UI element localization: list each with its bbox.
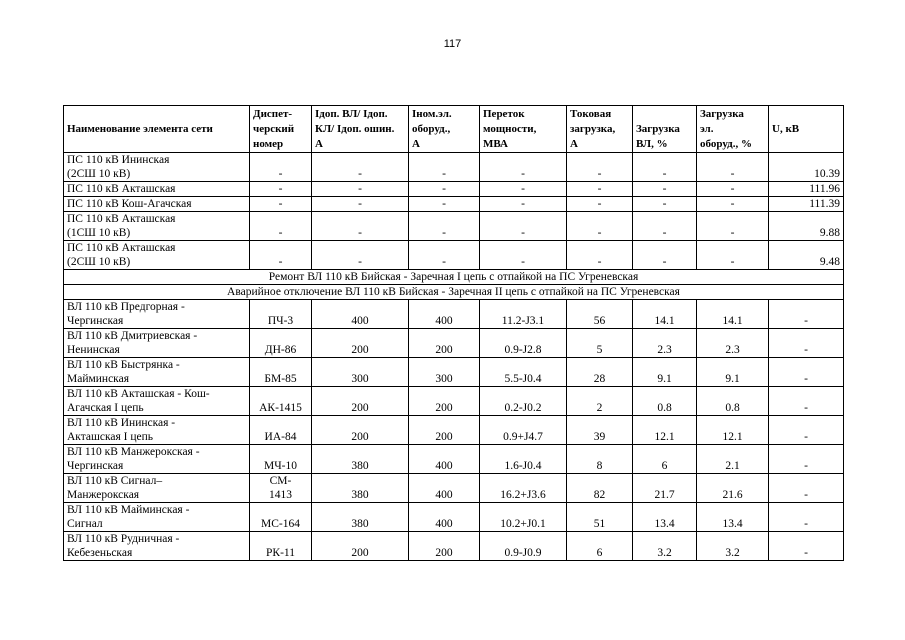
table-row	[64, 532, 844, 561]
section-title-row	[64, 270, 844, 285]
value-cell: 56	[567, 300, 633, 329]
value-cell: 0.8	[633, 387, 697, 416]
element-name-cell: ВЛ 110 кВ Быстрянка - Майминская	[64, 358, 250, 387]
value-cell: 0.9-J2.8	[480, 329, 567, 358]
section-title: Аварийное отключение ВЛ 110 кВ Бийская - Заречная II цепь с отпайкой на ПС Угреневская	[64, 285, 844, 300]
table-row	[64, 503, 844, 532]
value-cell: МС-164	[250, 503, 312, 532]
value-cell: -	[480, 153, 567, 182]
value-cell: 5	[567, 329, 633, 358]
table-row	[64, 153, 844, 182]
element-name-cell: ВЛ 110 кВ Майминская - Сигнал	[64, 503, 250, 532]
value-cell: 400	[409, 445, 480, 474]
value-cell: 5.5-J0.4	[480, 358, 567, 387]
value-cell: -	[769, 532, 844, 561]
value-cell: -	[769, 445, 844, 474]
value-cell: -	[633, 153, 697, 182]
value-cell: 0.8	[697, 387, 769, 416]
table-row	[64, 387, 844, 416]
value-cell: 2.3	[697, 329, 769, 358]
value-cell: АК-1415	[250, 387, 312, 416]
value-cell: 13.4	[697, 503, 769, 532]
value-cell: ДН-86	[250, 329, 312, 358]
value-cell: 10.39	[769, 153, 844, 182]
value-cell: 6	[633, 445, 697, 474]
value-cell: 9.48	[769, 241, 844, 270]
element-name-cell: ВЛ 110 кВ Ининская - Акташская I цепь	[64, 416, 250, 445]
value-cell: -	[567, 182, 633, 197]
value-cell: -	[409, 197, 480, 212]
value-cell: 200	[312, 416, 409, 445]
value-cell: 400	[409, 503, 480, 532]
value-cell: 9.1	[697, 358, 769, 387]
header-voltage: U, кВ	[769, 106, 844, 153]
table-row	[64, 212, 844, 241]
element-name-cell: ПС 110 кВ Акташская (1СШ 10 кВ)	[64, 212, 250, 241]
value-cell: 200	[409, 532, 480, 561]
value-cell: -	[769, 503, 844, 532]
value-cell: 2.3	[633, 329, 697, 358]
header-equipment-load: Загрузка эл. оборуд., %	[697, 106, 769, 153]
value-cell: -	[250, 182, 312, 197]
value-cell: 11.2-J3.1	[480, 300, 567, 329]
value-cell: -	[312, 212, 409, 241]
value-cell: -	[769, 329, 844, 358]
table-row	[64, 416, 844, 445]
value-cell: БМ-85	[250, 358, 312, 387]
value-cell: МЧ-10	[250, 445, 312, 474]
value-cell: -	[769, 474, 844, 503]
value-cell: 200	[409, 329, 480, 358]
table-row	[64, 445, 844, 474]
value-cell: 380	[312, 503, 409, 532]
value-cell: 0.9-J0.9	[480, 532, 567, 561]
value-cell: 12.1	[697, 416, 769, 445]
table-row	[64, 358, 844, 387]
value-cell: -	[250, 241, 312, 270]
header-power-flow: Переток мощности, МВА	[480, 106, 567, 153]
value-cell: -	[312, 153, 409, 182]
header-allowed-current: Iдоп. ВЛ/ Iдоп. КЛ/ Iдоп. ошин. А	[312, 106, 409, 153]
value-cell: 3.2	[697, 532, 769, 561]
value-cell: 2.1	[697, 445, 769, 474]
header-line-load: Загрузка ВЛ, %	[633, 106, 697, 153]
value-cell: 200	[312, 532, 409, 561]
element-name-cell: ПС 110 кВ Кош-Агачская	[64, 197, 250, 212]
value-cell: -	[409, 182, 480, 197]
value-cell: 8	[567, 445, 633, 474]
value-cell: -	[697, 197, 769, 212]
load-flow-table	[63, 105, 844, 561]
value-cell: -	[480, 241, 567, 270]
value-cell: 21.7	[633, 474, 697, 503]
value-cell: 12.1	[633, 416, 697, 445]
value-cell: -	[250, 212, 312, 241]
value-cell: 300	[312, 358, 409, 387]
element-name-cell: ПС 110 кВ Ининская (2СШ 10 кВ)	[64, 153, 250, 182]
value-cell: -	[633, 197, 697, 212]
value-cell: 400	[409, 300, 480, 329]
value-cell: 200	[409, 387, 480, 416]
value-cell: 9.88	[769, 212, 844, 241]
value-cell: -	[567, 153, 633, 182]
value-cell: -	[769, 387, 844, 416]
value-cell: -	[633, 182, 697, 197]
element-name-cell: ВЛ 110 кВ Дмитриевская - Ненинская	[64, 329, 250, 358]
value-cell: 13.4	[633, 503, 697, 532]
table-row	[64, 300, 844, 329]
header-rated-current: Iном.эл. оборуд., А	[409, 106, 480, 153]
value-cell: 400	[312, 300, 409, 329]
element-name-cell: ВЛ 110 кВ Сигнал– Манжерокская	[64, 474, 250, 503]
value-cell: -	[633, 241, 697, 270]
element-name-cell: ПС 110 кВ Акташская (2СШ 10 кВ)	[64, 241, 250, 270]
value-cell: -	[480, 212, 567, 241]
value-cell: 200	[312, 329, 409, 358]
table-header-row	[64, 106, 844, 153]
table-row	[64, 474, 844, 503]
value-cell: 14.1	[697, 300, 769, 329]
element-name-cell: ВЛ 110 кВ Рудничная - Кебезеньская	[64, 532, 250, 561]
value-cell: 2	[567, 387, 633, 416]
value-cell: -	[697, 182, 769, 197]
value-cell: -	[409, 212, 480, 241]
header-current-load: Токовая загрузка, А	[567, 106, 633, 153]
value-cell: 16.2+J3.6	[480, 474, 567, 503]
element-name-cell: ВЛ 110 кВ Акташская - Кош- Агачская I цепь	[64, 387, 250, 416]
value-cell: 300	[409, 358, 480, 387]
element-name-cell: ВЛ 110 кВ Манжерокская - Чергинская	[64, 445, 250, 474]
value-cell: ПЧ-3	[250, 300, 312, 329]
value-cell: -	[567, 197, 633, 212]
value-cell: 10.2+J0.1	[480, 503, 567, 532]
value-cell: РК-11	[250, 532, 312, 561]
value-cell: -	[567, 212, 633, 241]
header-element-name: Наименование элемента сети	[64, 106, 250, 153]
table-row	[64, 241, 844, 270]
value-cell: -	[769, 300, 844, 329]
section-title: Ремонт ВЛ 110 кВ Бийская - Заречная I цепь с отпайкой на ПС Угреневская	[64, 270, 844, 285]
value-cell: 0.9+J4.7	[480, 416, 567, 445]
element-name-cell: ВЛ 110 кВ Предгорная - Чергинская	[64, 300, 250, 329]
section-title-row	[64, 285, 844, 300]
value-cell: -	[697, 212, 769, 241]
value-cell: -	[409, 241, 480, 270]
value-cell: 200	[312, 387, 409, 416]
value-cell: 380	[312, 474, 409, 503]
value-cell: -	[409, 153, 480, 182]
value-cell: СМ- 1413	[250, 474, 312, 503]
value-cell: -	[250, 153, 312, 182]
value-cell: -	[769, 358, 844, 387]
value-cell: -	[567, 241, 633, 270]
value-cell: -	[312, 197, 409, 212]
value-cell: 1.6-J0.4	[480, 445, 567, 474]
value-cell: 82	[567, 474, 633, 503]
value-cell: 21.6	[697, 474, 769, 503]
element-name-cell: ПС 110 кВ Акташская	[64, 182, 250, 197]
value-cell: -	[250, 197, 312, 212]
value-cell: 6	[567, 532, 633, 561]
value-cell: -	[697, 241, 769, 270]
value-cell: -	[480, 197, 567, 212]
value-cell: -	[312, 241, 409, 270]
value-cell: 111.39	[769, 197, 844, 212]
value-cell: 400	[409, 474, 480, 503]
value-cell: 200	[409, 416, 480, 445]
value-cell: -	[312, 182, 409, 197]
header-dispatch-number: Диспет- черский номер	[250, 106, 312, 153]
value-cell: ИА-84	[250, 416, 312, 445]
value-cell: -	[769, 416, 844, 445]
table-row	[64, 329, 844, 358]
value-cell: 51	[567, 503, 633, 532]
value-cell: 0.2-J0.2	[480, 387, 567, 416]
value-cell: 14.1	[633, 300, 697, 329]
value-cell: 9.1	[633, 358, 697, 387]
value-cell: 39	[567, 416, 633, 445]
value-cell: 380	[312, 445, 409, 474]
page-number: 117	[443, 38, 462, 50]
value-cell: 111.96	[769, 182, 844, 197]
table-row	[64, 197, 844, 212]
value-cell: -	[697, 153, 769, 182]
value-cell: -	[633, 212, 697, 241]
value-cell: -	[480, 182, 567, 197]
value-cell: 28	[567, 358, 633, 387]
value-cell: 3.2	[633, 532, 697, 561]
table-row	[64, 182, 844, 197]
